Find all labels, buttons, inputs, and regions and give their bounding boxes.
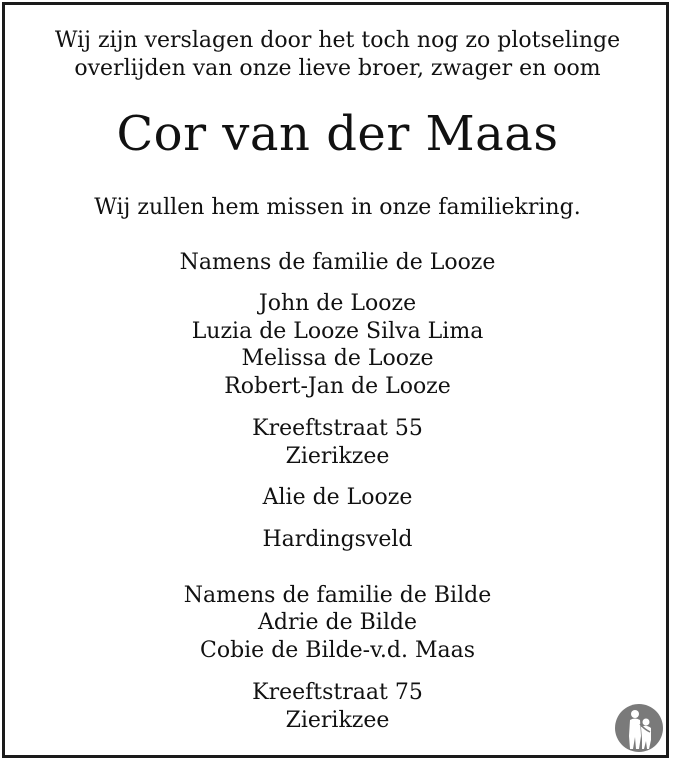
address-street: Kreeftstraat 75 [252,680,423,705]
family-member-name: Luzia de Looze Silva Lima [191,319,484,344]
address-city: Zierikzee [285,444,390,469]
family-heading-looze: Namens de familie de Looze [179,250,496,275]
family-heading-bilde: Namens de familie de Bilde [183,583,492,608]
family-member-name: Adrie de Bilde [258,610,417,635]
family-member-name: Robert-Jan de Looze [224,374,451,399]
intro-line-2: overlijden van onze lieve broer, zwager en oom [74,56,601,81]
family-member-name: Alie de Looze [262,485,413,510]
address-city: Hardingsveld [262,527,413,552]
address-street: Kreeftstraat 55 [252,416,423,441]
deceased-name: Cor van der Maas [116,106,559,162]
family-member-name: John de Looze [258,291,417,316]
family-message: Wij zullen hem missen in onze familiekring. [94,195,581,220]
mourning-figures-icon [614,702,664,754]
intro-line-1: Wij zijn verslagen door het toch nog zo plotselinge [54,28,621,53]
family-member-name: Cobie de Bilde-v.d. Maas [199,638,475,663]
family-member-name: Melissa de Looze [241,346,434,371]
address-city: Zierikzee [285,708,390,733]
